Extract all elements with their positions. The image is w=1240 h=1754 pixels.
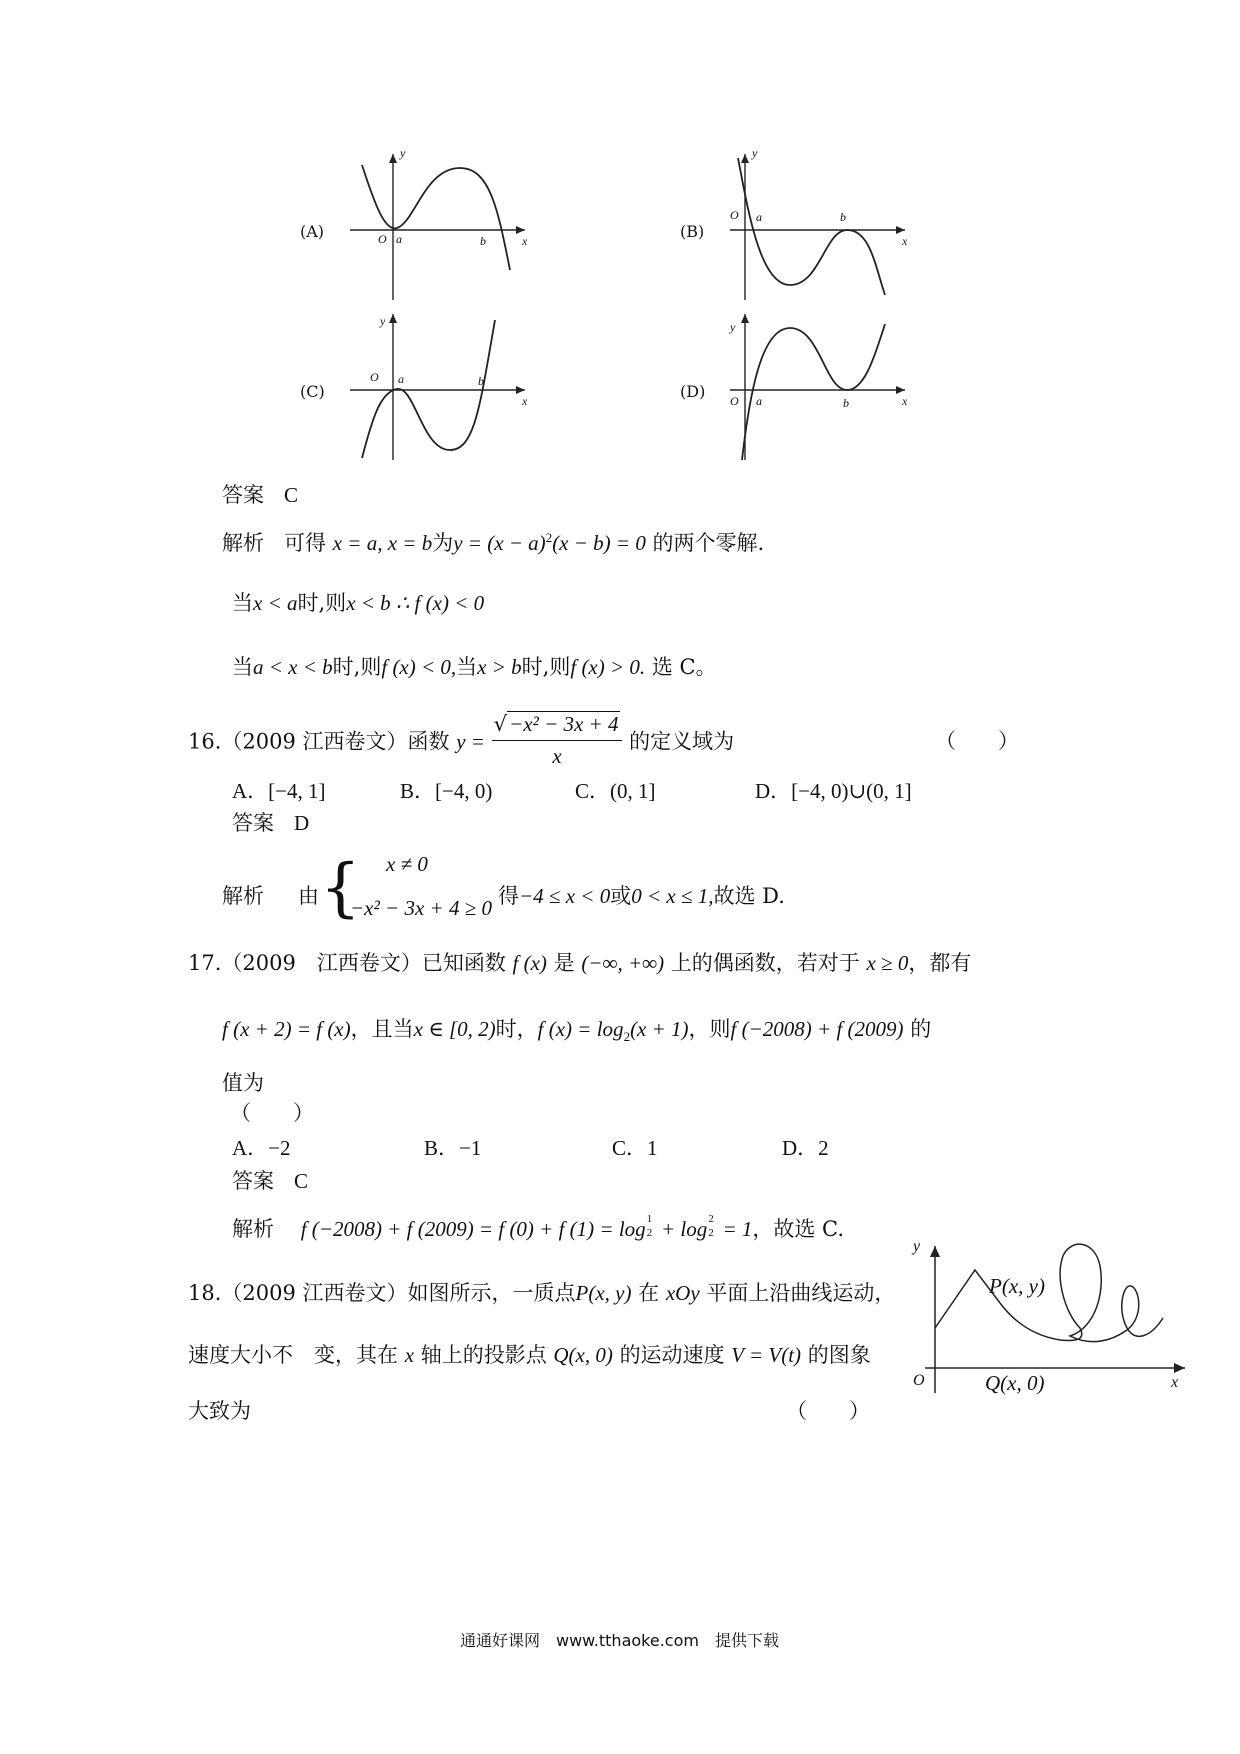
q17-line2-sub: 2 [623, 1029, 631, 1045]
q18-figure-x: x [1171, 1374, 1179, 1391]
q17-line1-mid2: 上的偶函数，若对于 [670, 951, 860, 975]
q17-line1-pre: 17.（2009 江西卷文）已知函数 [188, 951, 506, 975]
q18-line1-math: P(x, y) [575, 1281, 632, 1305]
q15-analysis-line2 [232, 590, 484, 617]
q15-line3-math4: f (x) > 0. [570, 655, 646, 679]
q16-cond1: x ≠ 0 [386, 852, 428, 876]
q16-denominator: x [552, 744, 562, 769]
q18-line2-pre: 速度大小不 变，其在 [188, 1343, 398, 1367]
q16-analysis [222, 852, 1022, 936]
q17-line2-post: 的 [910, 1017, 932, 1041]
graph-c-x: x [522, 394, 528, 408]
q18-line2-post: 的图象 [807, 1343, 871, 1367]
q17-line1-math: f (x) [512, 951, 547, 975]
graph-a-svg [300, 150, 540, 300]
q15-line3-mid2: 当 [456, 655, 478, 679]
q18-line1-math2: xOy [665, 1281, 700, 1305]
q15-line3-pre: 当 [232, 655, 253, 679]
q18-line1-post: 平面上沿曲线运动， [706, 1281, 896, 1305]
q17-line2-math4: (x + 1) [630, 1017, 689, 1041]
q15-answer-label: 答案 [222, 483, 264, 507]
q15-line1-math: x = a, x = b [332, 531, 433, 555]
q17-option-c: C．1 [612, 1136, 658, 1160]
q15-answer [222, 482, 298, 509]
q16-answer [232, 810, 309, 837]
q18-figure-svg [905, 1238, 1190, 1398]
graph-d-a: a [756, 394, 762, 408]
q17-analysis-label: 解析 [232, 1217, 274, 1241]
graph-d [680, 310, 920, 460]
q15-line2-math2: x < b ∴ f (x) < 0 [346, 591, 485, 615]
q16-y-eq: y = [456, 729, 485, 754]
q15-analysis-line1 [222, 530, 764, 557]
q16-sqrt-expr: −x² − 3x + 4 [509, 712, 619, 736]
q16-result-math2: 0 < x ≤ 1, [631, 884, 714, 908]
q16-answer-label: 答案 [232, 811, 274, 835]
q16-option-c: C．(0, 1] [575, 779, 656, 803]
q18-figure-o: O [913, 1372, 925, 1389]
q15-line3-math: a < x < b [253, 655, 333, 679]
q16-result [498, 880, 785, 910]
q17-line2 [222, 1016, 931, 1046]
graph-a-label: (A) [300, 222, 325, 241]
q17-line1-mid: 是 [553, 951, 575, 975]
q15-line3-post: 选 C。 [651, 655, 717, 679]
graph-b-o: O [730, 208, 739, 222]
graph-b-x: x [902, 234, 908, 248]
graph-b-label: (B) [680, 222, 705, 241]
q17-answer-value: C [294, 1169, 309, 1193]
q16-brace: { [320, 851, 361, 925]
q17-paren: （ ） [230, 1101, 314, 1125]
graph-c-svg [300, 310, 540, 460]
q17-line2-mid3: ，则 [688, 1017, 731, 1041]
q16-cond2: −x² − 3x + 4 ≥ 0 [350, 896, 492, 920]
q18-line1-mid: 在 [638, 1281, 660, 1305]
q18-figure-q: Q(x, 0) [985, 1371, 1045, 1395]
q18-line2-math3: V = V(t) [731, 1343, 802, 1367]
q16-paren: （ ） [935, 729, 1019, 753]
q15-line3-math2: f (x) < 0, [381, 655, 457, 679]
q17-analysis-end: = 1 [717, 1217, 753, 1241]
graph-c-b: b [478, 374, 484, 388]
q17-answer [232, 1168, 308, 1195]
graph-a-b: b [480, 234, 486, 248]
q15-line2-math: x < a [253, 591, 298, 615]
q15-line3-mid3: 时,则 [521, 655, 571, 679]
q17-line1 [188, 950, 971, 977]
graph-c-a: a [398, 372, 404, 386]
graph-c-o: O [370, 370, 379, 384]
q15-analysis-label: 解析 [222, 531, 264, 555]
q17-analysis-sup1: 1 [646, 1213, 653, 1225]
q17-line2-mid2: 时， [495, 1017, 538, 1041]
graph-b-svg [680, 150, 920, 300]
graph-a-x: x [522, 234, 528, 248]
graph-d-o: O [730, 394, 739, 408]
q17-line1-post: ，都有 [908, 951, 972, 975]
q15-answer-value: C [284, 483, 299, 507]
q16-result-math: −4 ≤ x < 0 [519, 884, 611, 908]
q16-result-pre: 得 [498, 884, 519, 908]
graph-b-y: y [752, 146, 758, 160]
q16-by: 由 [298, 884, 319, 908]
q18-line1 [188, 1280, 895, 1307]
q17-analysis-math: f (−2008) + f (2009) = f (0) + f (1) = log [300, 1217, 646, 1241]
q16-analysis-label: 解析 [222, 884, 264, 908]
q15-line3-math3: x > b [477, 655, 522, 679]
q17-option-b: B．−1 [424, 1136, 482, 1160]
graph-a-o: O [378, 232, 387, 246]
q18-line2 [188, 1342, 871, 1369]
q16-option-a: A．[−4, 1] [232, 779, 326, 803]
q15-line1-math2: y = (x − a) [453, 531, 546, 555]
q17-analysis-sub2: 2 [708, 1227, 714, 1239]
q18-line2-math2: Q(x, 0) [553, 1343, 613, 1367]
q17-option-a: A．−2 [232, 1136, 291, 1160]
q17-line1-math2: (−∞, +∞) [581, 951, 665, 975]
q18-figure [905, 1238, 1190, 1398]
graph-d-x: x [902, 394, 908, 408]
q18-line2-math: x [404, 1343, 415, 1367]
q17-line2-math5: f (−2008) + f (2009) [730, 1017, 904, 1041]
q17-line2-math2: x ∈ [0, 2) [413, 1017, 496, 1041]
q15-line1-pre: 可得 [284, 531, 327, 555]
q16-question [188, 713, 734, 773]
q18-line2-mid: 轴上的投影点 [420, 1343, 547, 1367]
q16-numerator: √−x² − 3x + 4 [492, 711, 623, 741]
q15-line1-math3: (x − b) = 0 [552, 531, 646, 555]
q17-analysis-sub1: 2 [646, 1227, 653, 1239]
q18-line1-pre: 18.（2009 江西卷文）如图所示，一质点 [188, 1281, 576, 1305]
q15-line1-post: 的两个零解. [652, 531, 765, 555]
graph-d-b: b [843, 396, 849, 410]
q18-line3: 大致为 [188, 1399, 251, 1423]
q17-analysis-plus: + log [655, 1217, 708, 1241]
q17-line2-mid: ，且当 [350, 1017, 414, 1041]
q17-line2-math: f (x + 2) = f (x) [222, 1017, 351, 1041]
q18-line2-mid2: 的运动速度 [619, 1343, 725, 1367]
graph-d-label: (D) [680, 382, 706, 401]
q17-analysis-sup2: 2 [708, 1213, 714, 1225]
q17-line1-math3: x ≥ 0 [866, 951, 909, 975]
graph-b-a: a [756, 210, 762, 224]
graph-c [300, 310, 540, 460]
q16-result-post: 故选 D. [713, 884, 785, 908]
graph-c-label: (C) [300, 382, 325, 401]
q15-line2-mid: 时,则 [297, 591, 347, 615]
graph-c-y: y [380, 314, 386, 328]
graph-a [300, 146, 540, 300]
q15-line1-exp: 2 [545, 530, 553, 545]
q16-fraction [492, 711, 623, 771]
graph-d-svg [680, 310, 920, 460]
q16-option-b: B．[−4, 0) [400, 779, 493, 803]
q15-line1-mid: 为 [432, 531, 454, 555]
q16-prefix: 16.（2009 江西卷文）函数 [188, 729, 450, 754]
q15-line3-mid: 时,则 [332, 655, 382, 679]
q15-line2-pre: 当 [232, 591, 253, 615]
q17-line2-math3: f (x) = log [537, 1017, 624, 1041]
q17-analysis [232, 1213, 845, 1243]
graph-a-a: a [396, 232, 402, 246]
q16-answer-value: D [294, 811, 310, 835]
page-footer: 通通好课网 www.tthaoke.com 提供下载 [460, 1631, 779, 1650]
graph-b [680, 146, 920, 300]
q17-line3: 值为 [222, 1071, 264, 1095]
q16-suffix: 的定义域为 [629, 729, 735, 754]
q18-figure-p: P(x, y) [989, 1274, 1045, 1298]
graph-b-b: b [840, 210, 846, 224]
graph-a-y: y [400, 146, 406, 160]
q17-analysis-post: ，故选 C. [752, 1217, 845, 1241]
q16-result-or: 或 [610, 884, 632, 908]
q18-paren: （ ） [786, 1399, 870, 1423]
graph-d-y: y [730, 320, 736, 334]
q17-answer-label: 答案 [232, 1169, 274, 1193]
q15-analysis-line3 [232, 654, 717, 681]
q17-option-d: D．2 [782, 1136, 829, 1160]
q16-option-d: D．[−4, 0)∪(0, 1] [755, 779, 912, 803]
q18-figure-y: y [913, 1238, 921, 1255]
